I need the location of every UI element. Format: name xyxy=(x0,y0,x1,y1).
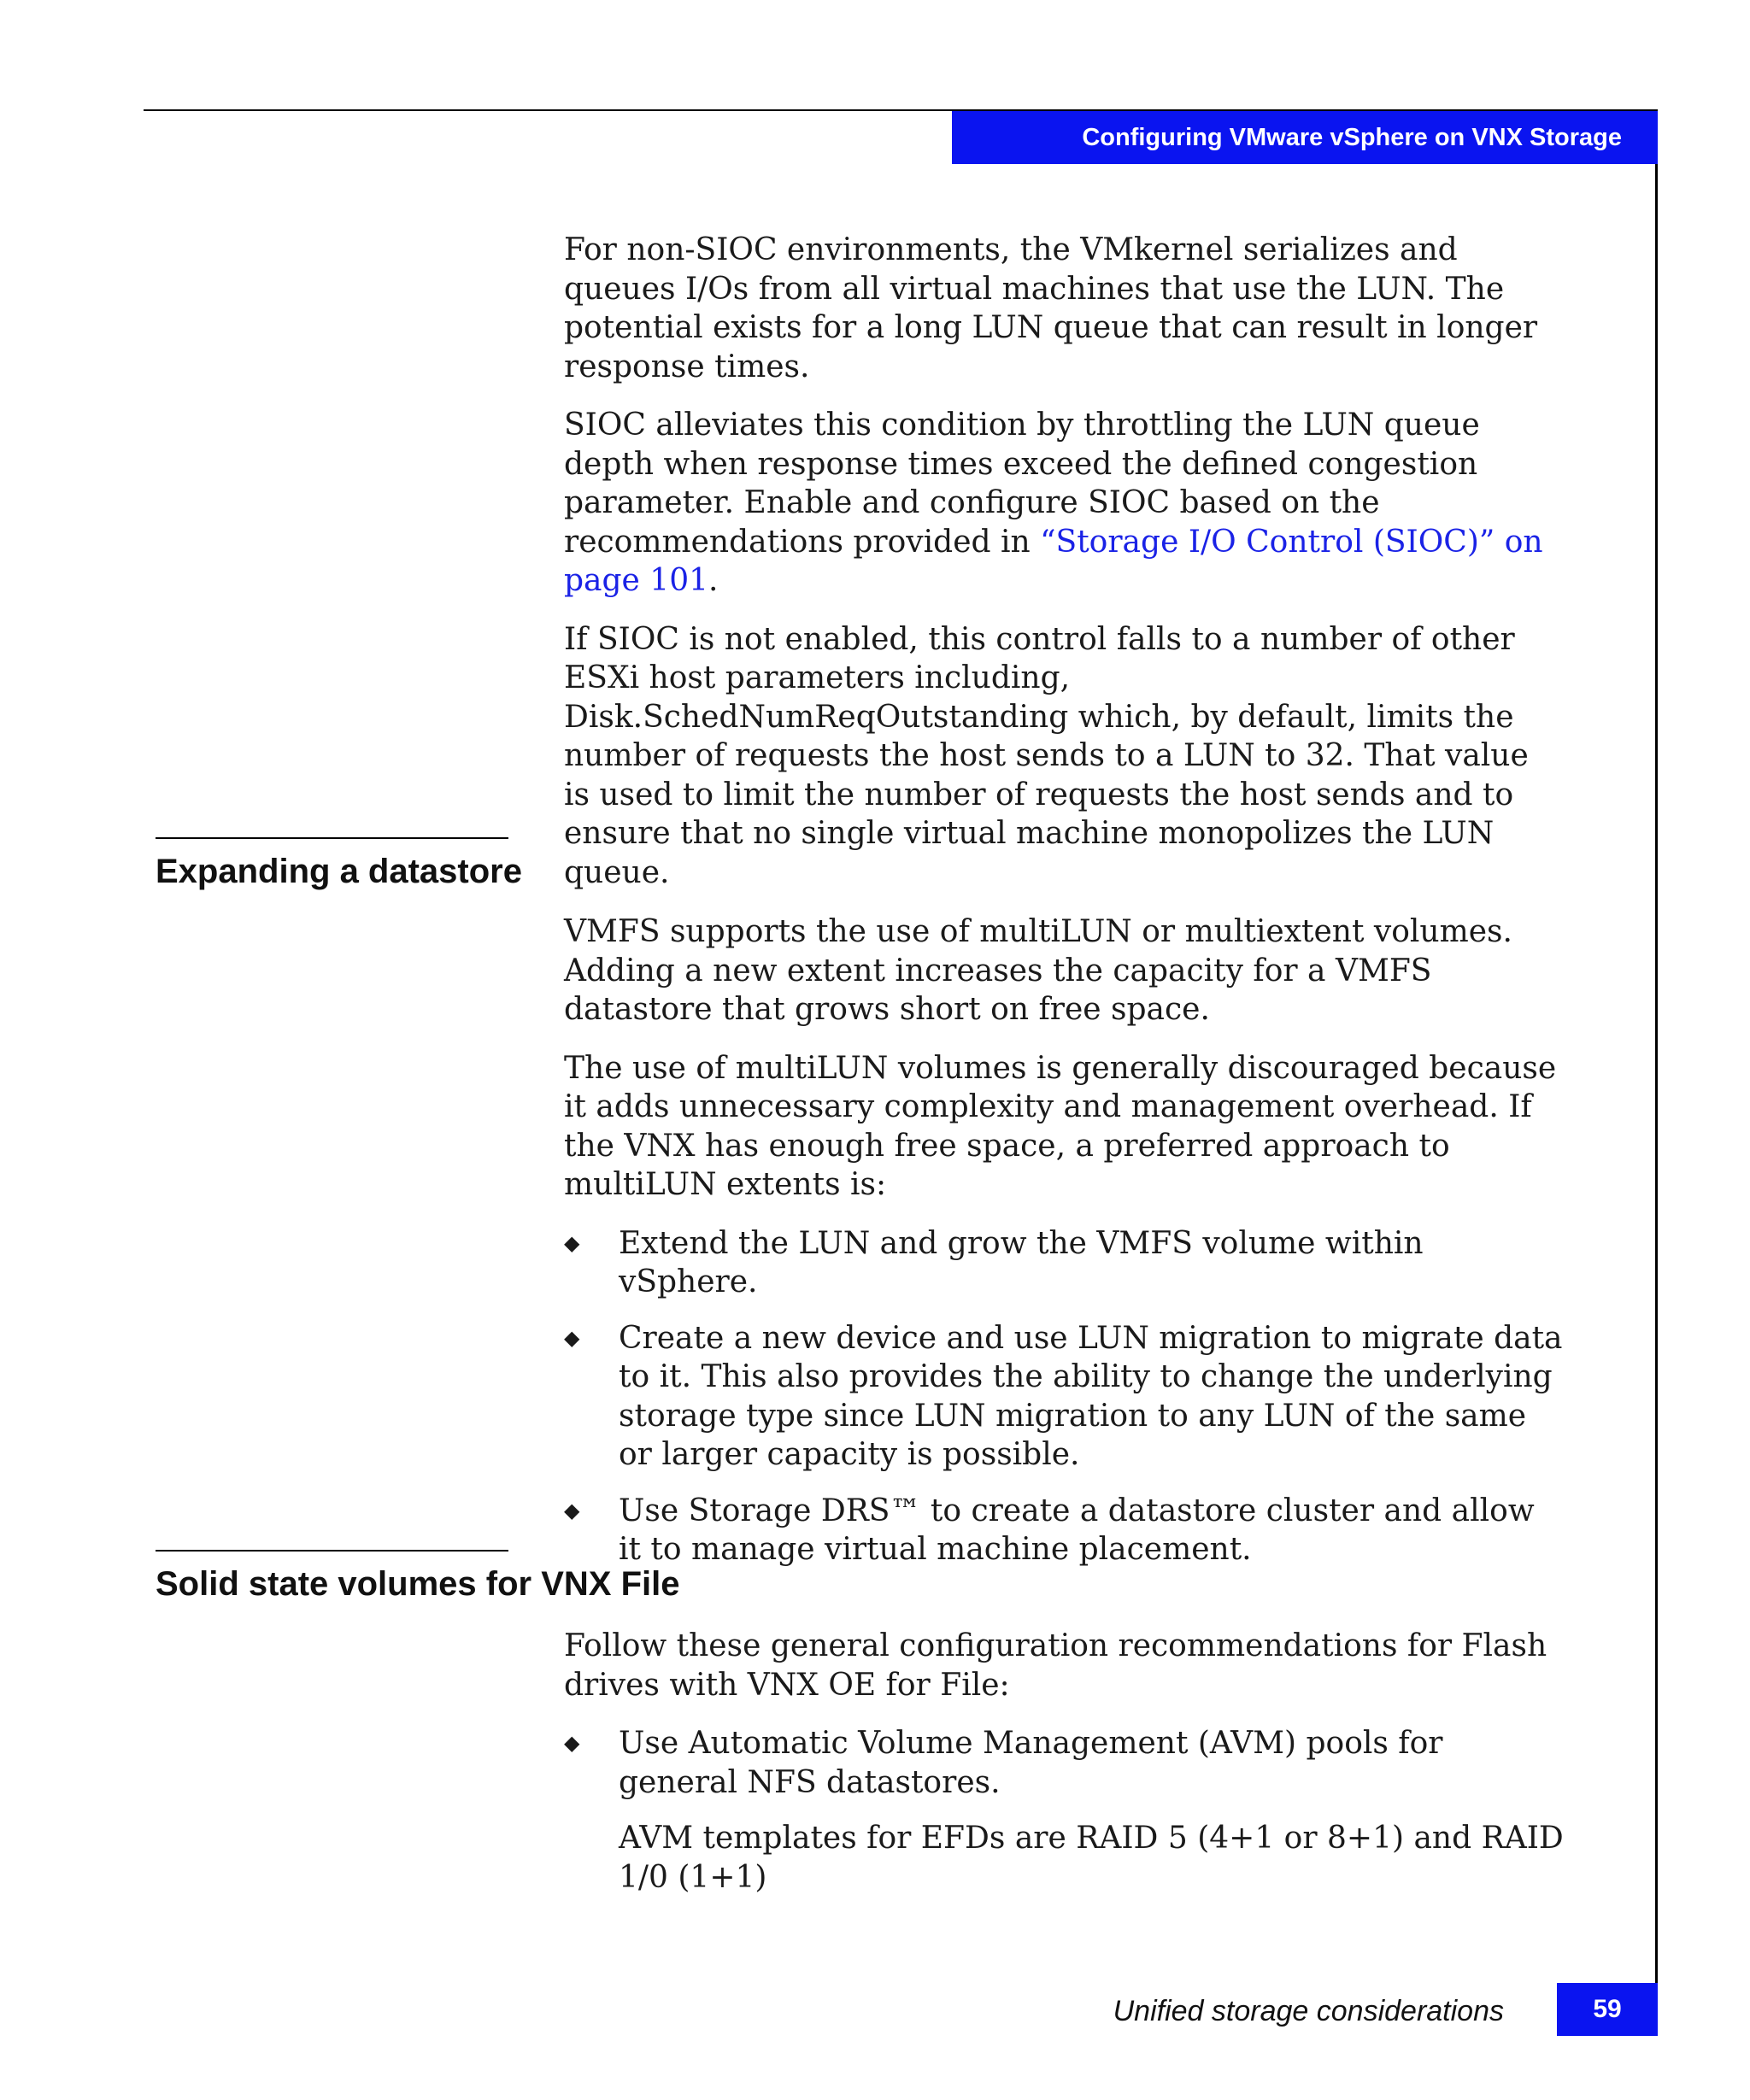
list-item-text: Create a new device and use LUN migration to migrate data to it. This also provides the ability to change the underlying storage type since LUN migration to any LUN of the same or larger capacity is possible. xyxy=(619,1320,1563,1472)
section-heading-expanding-datastore: Expanding a datastore xyxy=(156,853,522,890)
diamond-bullet-icon: ◆ xyxy=(564,1230,580,1255)
siob-cross-reference-link[interactable]: “Storage I/O Control (SIOC)” on page 101 xyxy=(564,524,1543,598)
solid-state-bullet-list xyxy=(564,1724,1564,1802)
footer-chapter-title: Unified storage considerations xyxy=(1113,1995,1504,2027)
intro-paragraph-1: For non-SIOC environments, the VMkernel serializes and queues I/Os from all virtual machines that use the LUN. The potential exists for a long LUN queue that can result in longer response times. xyxy=(564,232,1538,384)
list-item xyxy=(564,1492,1564,1569)
solid-state-paragraph-1: Follow these general configuration recommendations for Flash drives with VNX OE for File: xyxy=(564,1628,1547,1703)
list-item xyxy=(564,1319,1564,1475)
list-item-text: Use Storage DRS™ to create a datastore cluster and allow it to manage virtual machine placement. xyxy=(619,1493,1535,1567)
intro-section xyxy=(564,231,1564,912)
intro-paragraph-2 xyxy=(564,406,1564,601)
list-item-text: Extend the LUN and grow the VMFS volume within vSphere. xyxy=(619,1225,1424,1299)
expanding-paragraph-1: VMFS supports the use of multiLUN or multiextent volumes. Adding a new extent increases the capacity for a VMFS datastore that grows short on free space. xyxy=(564,914,1512,1027)
solid-state-section xyxy=(564,1627,1564,1916)
avm-templates-paragraph: AVM templates for EFDs are RAID 5 (4+1 or 8+1) and RAID 1/0 (1+1) xyxy=(619,1821,1564,1895)
list-item xyxy=(564,1724,1564,1802)
list-item-text: Use Automatic Volume Management (AVM) pools for general NFS datastores. xyxy=(619,1726,1443,1800)
expanding-paragraph-2: The use of multiLUN volumes is generally discouraged because it adds unnecessary complexity and management overhead. If the VNX has enough free space, a preferred approach to multiLUN extents is: xyxy=(564,1050,1557,1202)
diamond-bullet-icon: ◆ xyxy=(564,1731,580,1755)
list-item xyxy=(564,1224,1564,1302)
running-title: Configuring VMware vSphere on VNX Storage xyxy=(952,111,1658,164)
expanding-datastore-section xyxy=(564,912,1564,1587)
expanding-bullet-list xyxy=(564,1224,1564,1569)
right-margin-rule xyxy=(1655,109,1658,2036)
section-rule-2 xyxy=(156,1550,508,1552)
page-number: 59 xyxy=(1557,1983,1658,2036)
intro-paragraph-3: If SIOC is not enabled, this control falls to a number of other ESXi host parameters including, Disk.SchedNumReqOutstanding which, by default, limits the number of requests the host sends to a LUN to 32. That value is used to limit the number of requests the host sends and to ensure that no single virtual machine monopolizes the LUN queue. xyxy=(564,621,1529,890)
diamond-bullet-icon: ◆ xyxy=(564,1325,580,1350)
diamond-bullet-icon: ◆ xyxy=(564,1498,580,1522)
section-heading-solid-state-volumes: Solid state volumes for VNX File xyxy=(156,1565,680,1603)
section-rule-1 xyxy=(156,837,508,839)
intro-paragraph-2-text: SIOC alleviates this condition by throttling the LUN queue depth when response times exceed the defined congestion parameter. Enable and configure SIOC based on the recommendations provided in xyxy=(564,408,1480,560)
intro-paragraph-2-end: . xyxy=(708,563,719,598)
